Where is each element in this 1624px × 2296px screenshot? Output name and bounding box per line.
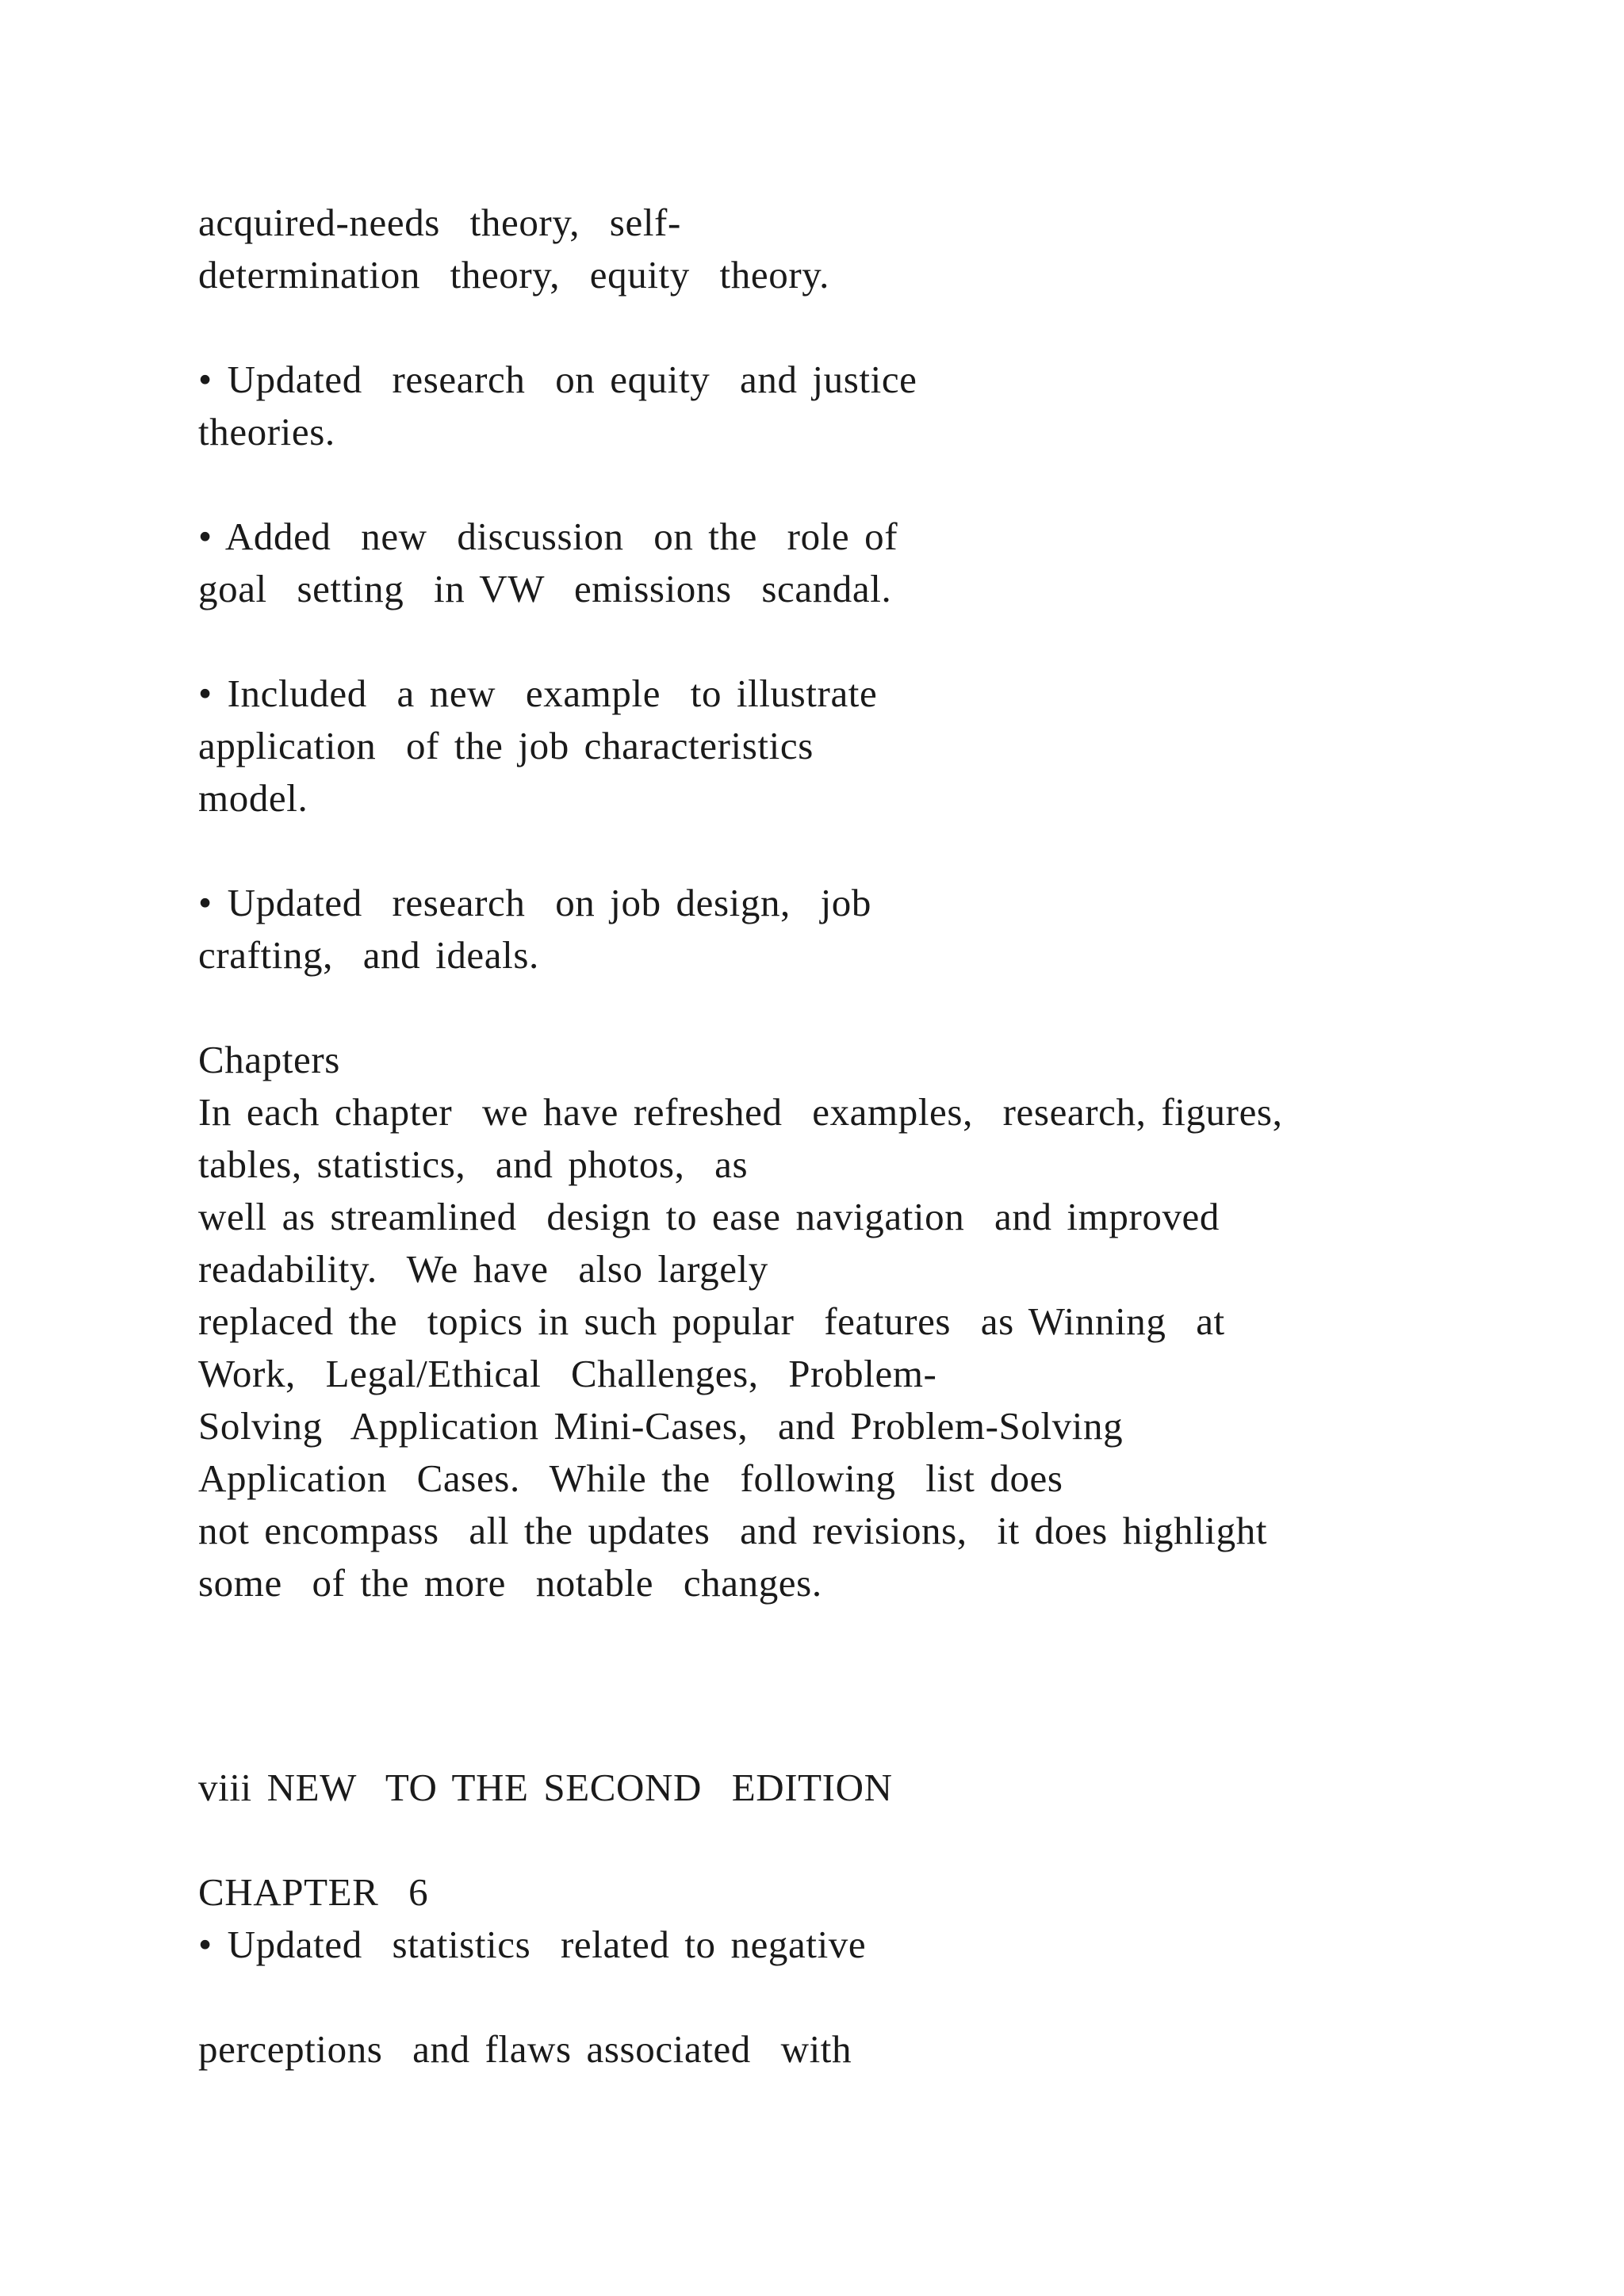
text-line: some of the more notable changes. [198, 1561, 822, 1605]
text-line: acquired-needs theory, self- [198, 201, 681, 244]
bullet-item: • Updated research on equity and justice [198, 358, 917, 401]
text-line: Work, Legal/Ethical Challenges, Problem- [198, 1352, 937, 1395]
running-header: viii NEW TO THE SECOND EDITION [198, 1766, 893, 1809]
text-line: application of the job characteristics [198, 724, 814, 767]
text-line: determination theory, equity theory. [198, 253, 830, 297]
text-line: well as streamlined design to ease navigation and improved [198, 1195, 1220, 1238]
text-line: crafting, and ideals. [198, 933, 539, 977]
text-line: model. [198, 776, 308, 820]
text-line: tables, statistics, and photos, as [198, 1142, 749, 1186]
text-line: replaced the topics in such popular features as Winning at [198, 1299, 1225, 1343]
section-heading: Chapters [198, 1038, 340, 1081]
text-line: goal setting in VW emissions scandal. [198, 567, 892, 610]
bullet-item: • Updated research on job design, job [198, 881, 872, 924]
text-line: perceptions and flaws associated with [198, 2027, 852, 2071]
bullet-item: • Added new discussion on the role of [198, 515, 898, 558]
text-line: not encompass all the updates and revisions, it does highlight [198, 1509, 1268, 1552]
text-line: readability. We have also largely [198, 1247, 768, 1291]
text-line: Solving Application Mini-Cases, and Problem-Solving [198, 1404, 1124, 1448]
bullet-item: • Included a new example to illustrate [198, 672, 878, 715]
text-line: theories. [198, 410, 335, 453]
chapter-heading: CHAPTER 6 [198, 1870, 429, 1914]
bullet-item: • Updated statistics related to negative [198, 1923, 867, 1966]
text-line: Application Cases. While the following list does [198, 1456, 1063, 1500]
text-line: In each chapter we have refreshed examples, research, figures, [198, 1090, 1283, 1134]
